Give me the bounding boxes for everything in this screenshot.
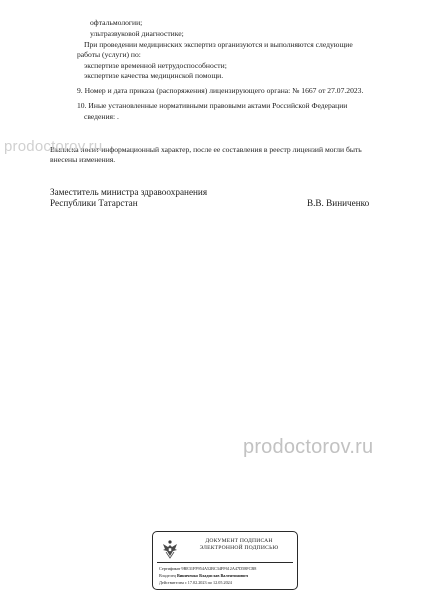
stamp-owner-value: Виниченко Владислав Валентинович bbox=[176, 573, 248, 578]
stamp-validity-label: Действителен bbox=[159, 580, 184, 585]
watermark-bottom: prodoctorov.ru bbox=[243, 436, 374, 458]
stamp-divider bbox=[157, 562, 293, 563]
text-line-item-9: 9. Номер и дата приказа (распоряжения) лицензирующего органа: № 1667 от 27.07.2023. bbox=[77, 86, 364, 95]
stamp-certificate-label: Сертификат bbox=[159, 566, 181, 571]
text-line-temp-disability: экспертизе временной нетрудоспособности; bbox=[84, 61, 227, 70]
stamp-owner-label: Владелец bbox=[159, 573, 176, 578]
watermark-top: prodoctorov.ru bbox=[4, 138, 103, 155]
electronic-signature-stamp bbox=[152, 531, 298, 590]
stamp-owner-row bbox=[159, 573, 248, 578]
text-line-ultrasound: ультразвуковой диагностике; bbox=[90, 29, 184, 38]
stamp-certificate-row bbox=[159, 566, 256, 571]
signatory-position-line2: Республики Татарстан bbox=[50, 198, 138, 208]
text-line-expertise-intro: При проведении медицинских экспертиз организуются и выполняются следующие bbox=[84, 40, 353, 49]
text-line-quality-care: экспертизе качества медицинской помощи. bbox=[84, 71, 224, 80]
text-line-ophthalmology: офтальмологии; bbox=[90, 18, 143, 27]
stamp-title-line2: ЭЛЕКТРОННОЙ ПОДПИСЬЮ bbox=[199, 545, 279, 551]
text-line-disclaimer-end: внесены изменения. bbox=[50, 155, 116, 164]
stamp-validity-value: с 17.02.2023 по 12.05.2024 bbox=[184, 580, 232, 585]
text-line-item-10-info: сведения: . bbox=[84, 112, 119, 121]
stamp-title bbox=[183, 538, 295, 552]
signatory-name: В.В. Виниченко bbox=[307, 198, 370, 208]
signatory-position-line1: Заместитель министра здравоохранения bbox=[50, 187, 208, 197]
stamp-title-line1: ДОКУМЕНТ ПОДПИСАН bbox=[205, 538, 273, 544]
text-line-disclaimer: Выписка носит информационный характер, после ее составления в реестр лицензий могли быть bbox=[50, 145, 362, 154]
coat-of-arms-icon bbox=[159, 538, 181, 560]
stamp-validity-row bbox=[159, 580, 232, 585]
stamp-certificate-value: 9BE31FF954A52BC34FF612A47D58FCB8 bbox=[181, 566, 257, 571]
text-line-works-services: работы (услуги) по: bbox=[77, 50, 141, 59]
text-line-item-10: 10. Иные установленные нормативными правовыми актами Российской Федерации bbox=[77, 101, 348, 110]
